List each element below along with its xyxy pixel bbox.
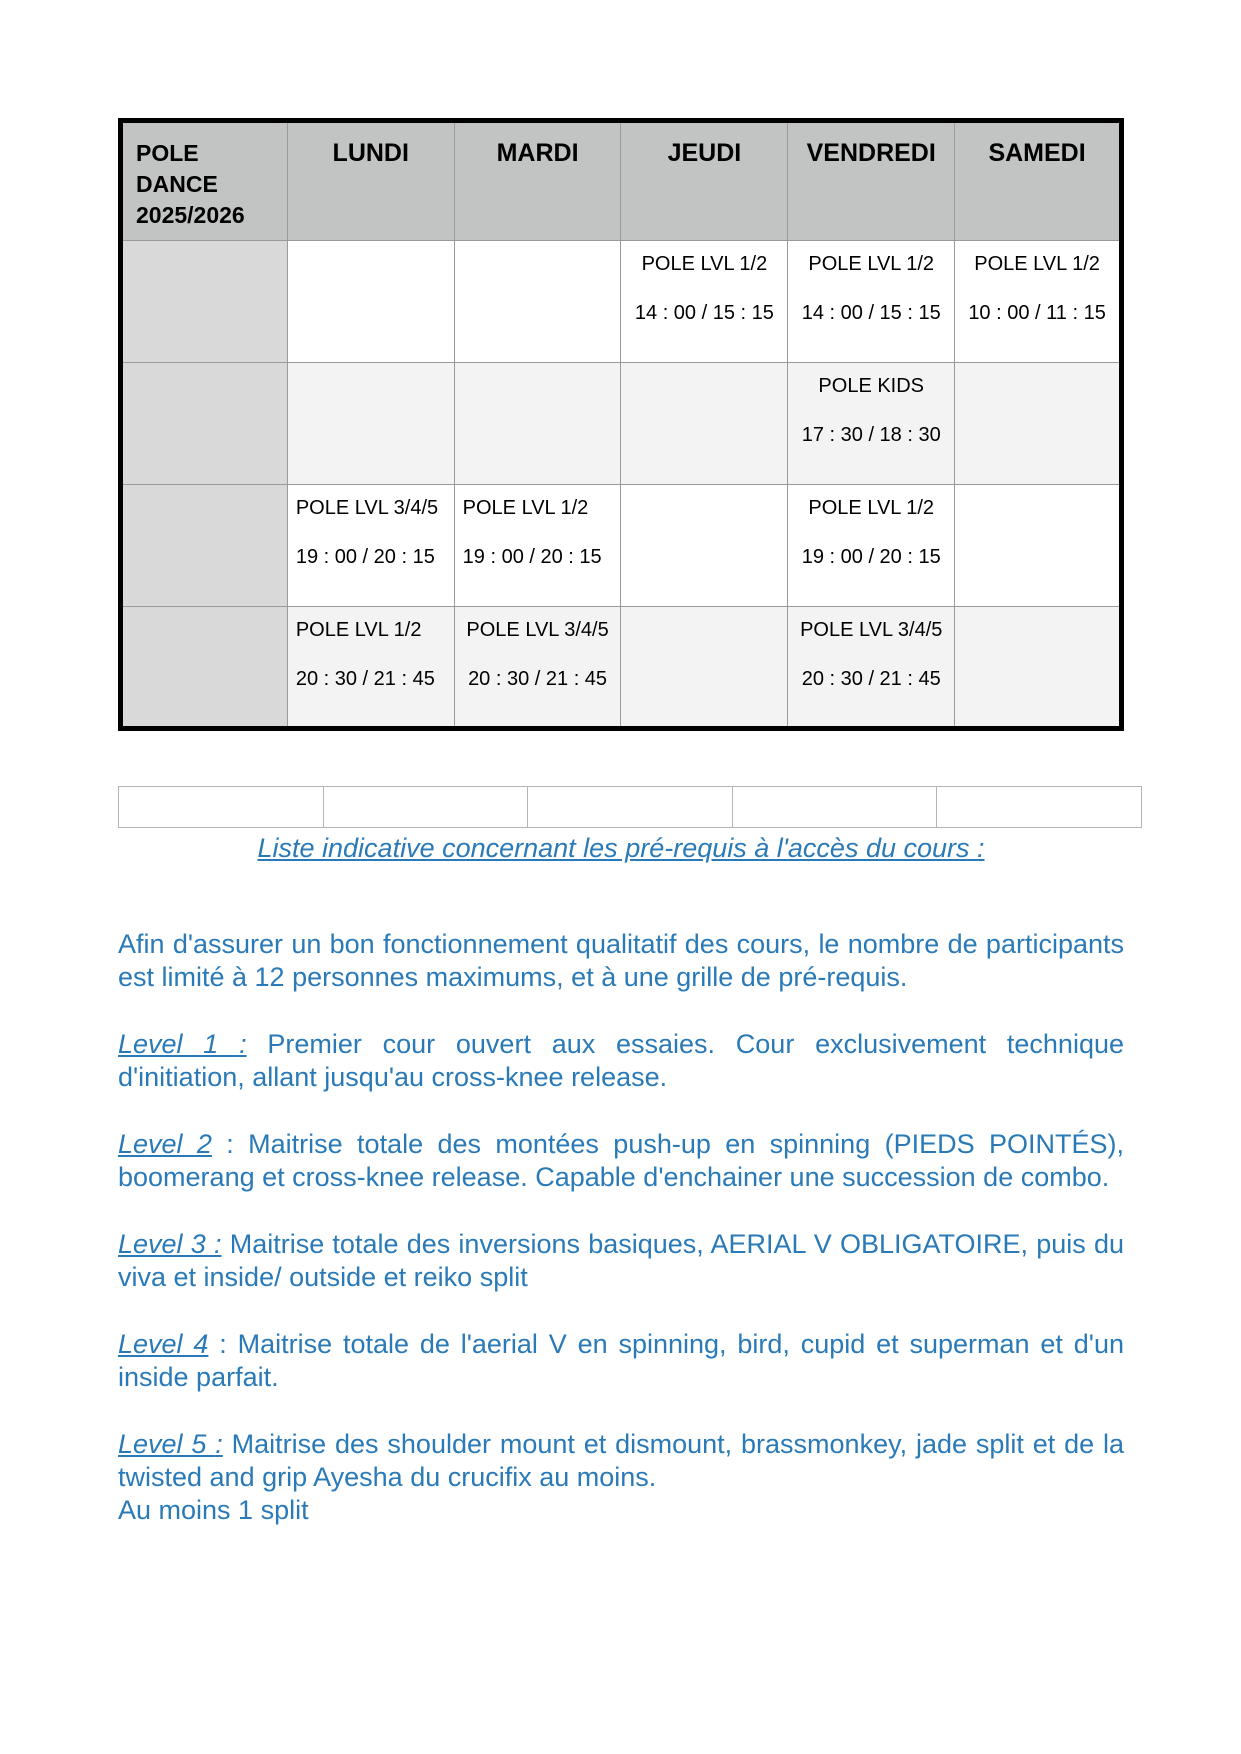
prerequisites-text (118, 928, 1124, 1527)
empty-cell (528, 787, 733, 828)
empty-cell (323, 787, 528, 828)
day-header-samedi: SAMEDI (955, 121, 1122, 241)
class-time: 14 : 00 / 15 : 15 (801, 302, 941, 324)
class-slot (287, 485, 454, 607)
schedule-row (121, 241, 1122, 363)
level-label: Level 2 (118, 1129, 212, 1159)
level-paragraph (118, 1028, 1124, 1094)
empty-cell (937, 787, 1142, 828)
schedule-title (121, 121, 288, 241)
level-paragraph (118, 1128, 1124, 1194)
class-time: 19 : 00 / 20 : 15 (295, 546, 435, 568)
class-slot (454, 363, 621, 485)
class-time: 20 : 30 / 21 : 45 (468, 668, 608, 690)
class-slot (788, 363, 955, 485)
schedule-table (118, 118, 1124, 731)
class-name: POLE LVL 1/2 (808, 497, 935, 519)
schedule-header-row (121, 121, 1122, 241)
schedule-row (121, 607, 1122, 729)
class-name: POLE LVL 3/4/5 (800, 619, 943, 641)
class-name: POLE LVL 1/2 (974, 253, 1100, 275)
class-slot (788, 485, 955, 607)
class-name: POLE LVL 1/2 (641, 253, 768, 275)
class-time: 19 : 00 / 20 : 15 (462, 546, 602, 568)
class-slot (788, 607, 955, 729)
class-time: 20 : 30 / 21 : 45 (801, 668, 941, 690)
prerequisites-title: Liste indicative concernant les pré-requis à l'accès du cours : (257, 833, 985, 863)
day-header-lundi: LUNDI (287, 121, 454, 241)
level-label: Level 1 (118, 1029, 240, 1059)
schedule-title-line: 2025/2026 (136, 202, 245, 228)
level-description: Maitrise totale des inversions basiques, AERIAL V OBLIGATOIRE, puis du viva et inside/ outside et reiko split (118, 1229, 1124, 1292)
class-time: 17 : 30 / 18 : 30 (801, 424, 941, 446)
row-header-cell (121, 363, 288, 485)
row-header-cell (121, 607, 288, 729)
level-description: Maitrise des shoulder mount et dismount, brassmonkey, jade split et de la twisted and grip Ayesha du crucifix au moins. (118, 1429, 1124, 1492)
footer-note: Au moins 1 split (118, 1495, 309, 1525)
class-time: 14 : 00 / 15 : 15 (634, 302, 774, 324)
empty-table-row (119, 787, 1142, 828)
class-slot (955, 363, 1122, 485)
level-separator: : (215, 1429, 223, 1459)
level-label: Level 4 (118, 1329, 209, 1359)
empty-table (118, 786, 1142, 828)
class-slot (955, 241, 1122, 363)
class-slot (621, 363, 788, 485)
class-slot (454, 607, 621, 729)
day-header-mardi: MARDI (454, 121, 621, 241)
day-header-jeudi: JEUDI (621, 121, 788, 241)
level-description: Maitrise totale des montées push-up en spinning (PIEDS POINTÉS), boomerang et cross-knee release. Capable d'enchainer une succession de combo. (118, 1129, 1124, 1192)
level-separator: : (211, 1129, 234, 1159)
level-label: Level 3 (118, 1229, 214, 1259)
class-slot (454, 241, 621, 363)
class-name: POLE LVL 3/4/5 (295, 497, 439, 519)
class-name: POLE KIDS (818, 375, 925, 397)
schedule-row (121, 363, 1122, 485)
level-description: Premier cour ouvert aux essaies. Cour exclusivement technique d'initiation, allant jusqu'au cross-knee release. (118, 1029, 1124, 1092)
level-paragraph (118, 1328, 1124, 1394)
class-slot (955, 485, 1122, 607)
class-name: POLE LVL 1/2 (808, 253, 935, 275)
level-label: Level 5 (118, 1429, 216, 1459)
row-header-cell (121, 241, 288, 363)
day-header-vendredi: VENDREDI (788, 121, 955, 241)
class-name: POLE LVL 1/2 (462, 497, 589, 519)
empty-cell (732, 787, 937, 828)
class-time: 20 : 30 / 21 : 45 (295, 668, 435, 690)
row-header-cell (121, 485, 288, 607)
class-slot (621, 607, 788, 729)
class-slot (621, 241, 788, 363)
schedule-title-line: DANCE (136, 171, 218, 197)
level-paragraph (118, 1428, 1124, 1527)
empty-cell (119, 787, 324, 828)
class-slot (621, 485, 788, 607)
level-separator: : (239, 1029, 247, 1059)
level-separator: : (213, 1229, 222, 1259)
class-slot (955, 607, 1122, 729)
level-separator: : (208, 1329, 227, 1359)
level-paragraph (118, 1228, 1124, 1294)
class-time: 10 : 00 / 11 : 15 (968, 302, 1106, 324)
intro-paragraph: Afin d'assurer un bon fonctionnement qualitatif des cours, le nombre de participants est limité à 12 personnes maximums, et à une grille de pré-requis. (118, 929, 1124, 992)
class-slot (287, 241, 454, 363)
class-time: 19 : 00 / 20 : 15 (801, 546, 941, 568)
class-slot (788, 241, 955, 363)
class-slot (287, 363, 454, 485)
class-slot (287, 607, 454, 729)
schedule-row (121, 485, 1122, 607)
class-name: POLE LVL 3/4/5 (466, 619, 609, 641)
class-name: POLE LVL 1/2 (295, 619, 422, 641)
class-slot (454, 485, 621, 607)
schedule-title-line: POLE (136, 140, 199, 166)
level-description: Maitrise totale de l'aerial V en spinning, bird, cupid et superman et d'un inside parfait. (118, 1329, 1124, 1392)
